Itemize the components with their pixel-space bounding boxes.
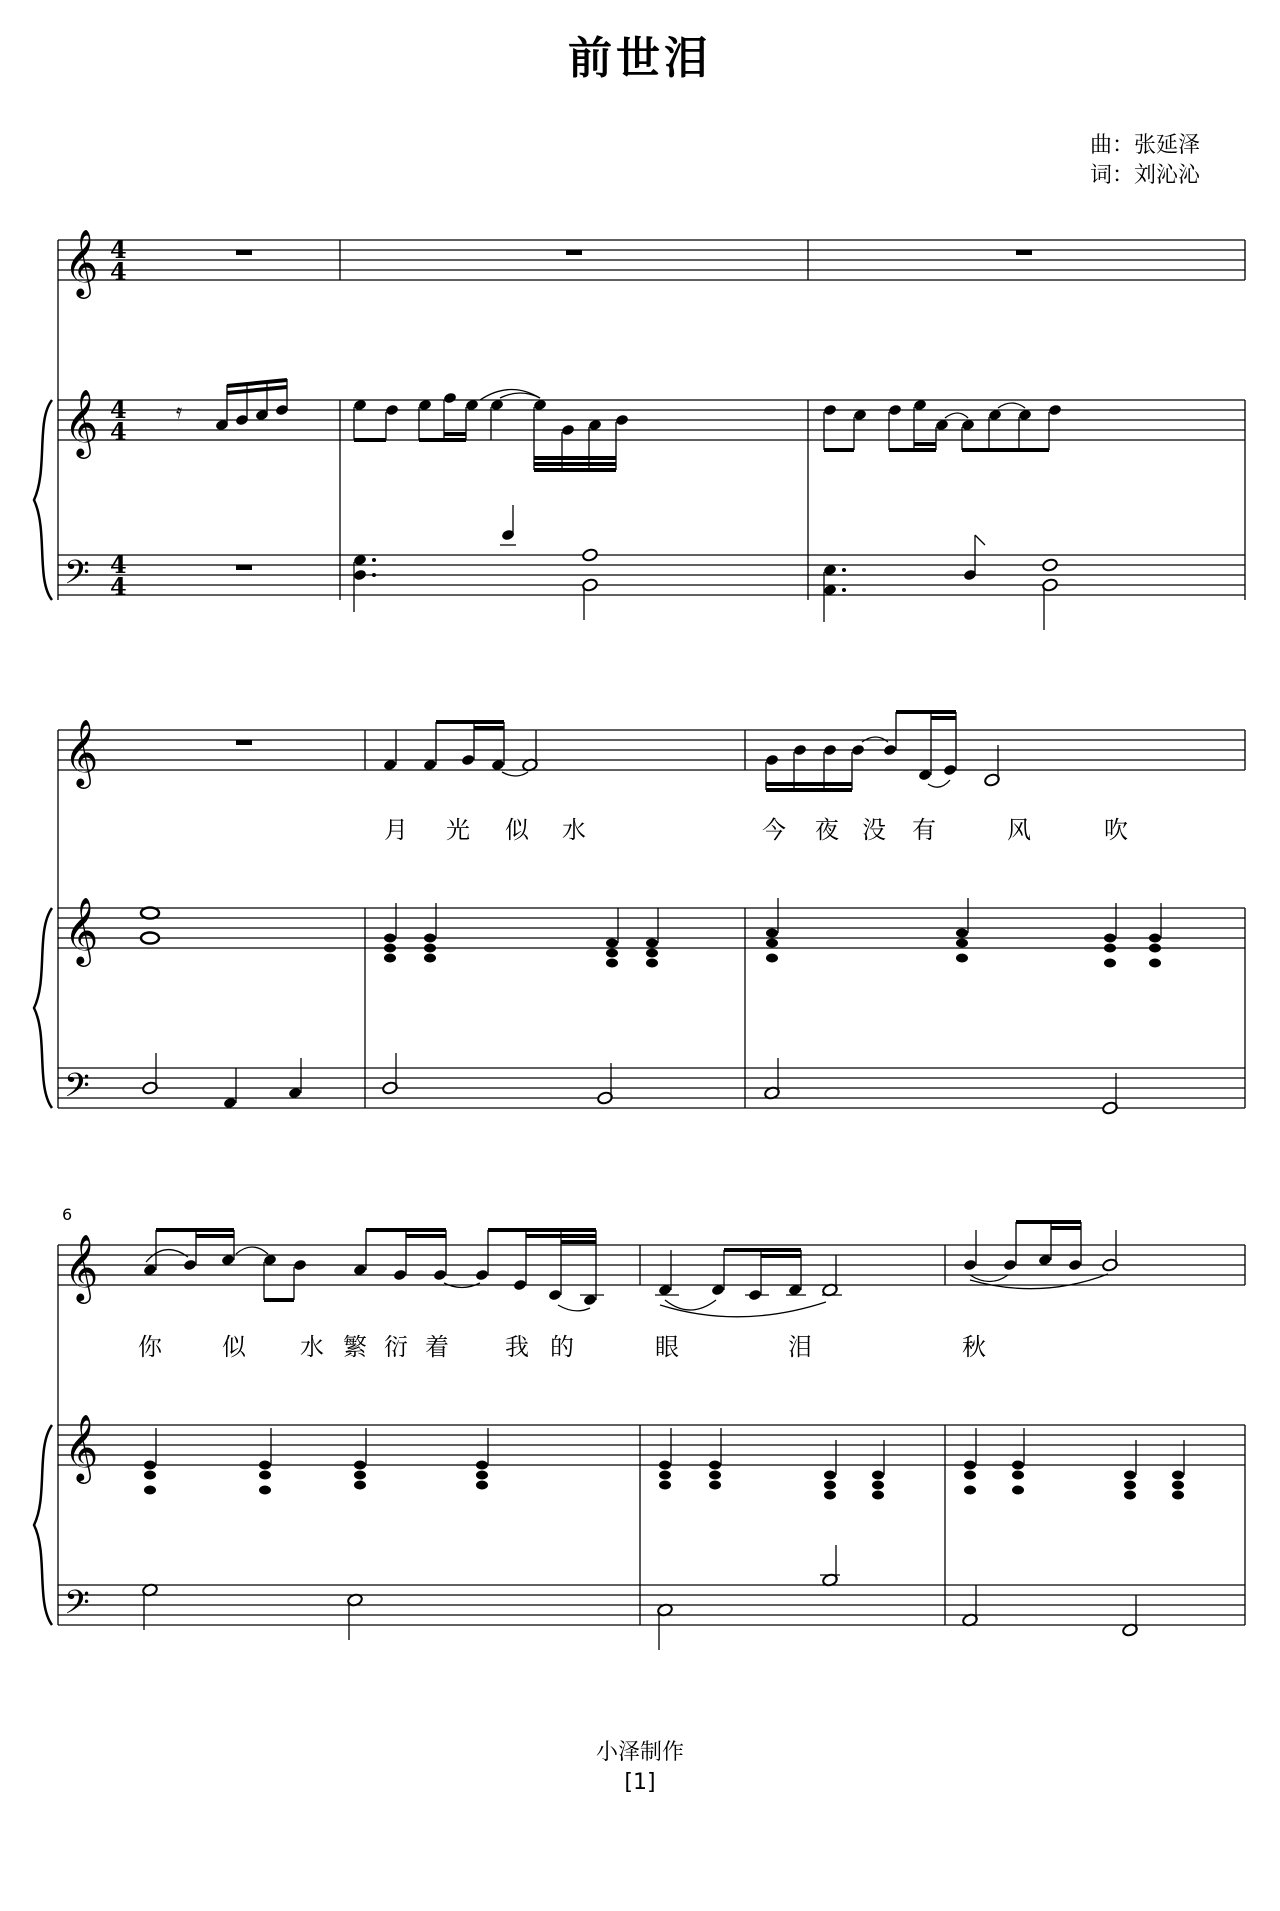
lyric-syllable: 泪	[788, 1333, 812, 1361]
system-1	[34, 228, 1245, 630]
whole-rest	[236, 740, 252, 745]
maker-credit: 小泽制作	[595, 1740, 684, 1765]
lyric-syllable: 我	[505, 1333, 529, 1361]
page-number: [1]	[624, 1770, 656, 1795]
treble-clef-icon: 𝄞	[64, 228, 99, 296]
time-sig-bottom: 4	[110, 572, 127, 601]
bass-notes-m3	[823, 535, 1058, 630]
lyric-syllable: 着	[425, 1333, 449, 1361]
lyric-syllable: 没	[862, 816, 886, 844]
piano-bass-staff-3	[58, 1585, 1245, 1625]
lyric-syllable: 衍	[384, 1333, 408, 1361]
bass-clef-icon: 𝄢	[64, 554, 90, 600]
system-3	[34, 1205, 1245, 1650]
lyric-syllable: 秋	[962, 1333, 986, 1361]
lyric-syllable: 吹	[1104, 816, 1128, 844]
page-title: 前世泪	[568, 33, 712, 84]
voice-staff-2	[58, 730, 1245, 1108]
lyricist-credit: 词：刘沁沁	[1090, 163, 1201, 188]
sixteenth-rest-icon: 𝄿	[176, 399, 183, 423]
voice-notes-m6	[765, 712, 1002, 790]
treble-clef-icon: 𝄞	[64, 718, 99, 786]
lyric-syllable: 似	[222, 1333, 246, 1361]
composer-credit: 曲：张延泽	[1090, 133, 1201, 158]
bass-notes-m2	[353, 505, 598, 620]
time-sig-top: 4	[110, 395, 127, 424]
lyric-syllable: 夜	[815, 816, 839, 844]
lyric-syllable: 繁	[343, 1333, 367, 1361]
bass-notes-system-2	[142, 1053, 1119, 1115]
time-sig-top: 4	[110, 235, 127, 264]
lyric-syllable: 今	[762, 816, 786, 844]
lyric-syllable: 风	[1007, 816, 1031, 844]
piano-notes-m3	[823, 399, 1062, 432]
lyrics-system-2	[384, 816, 1128, 844]
lyric-syllable: 有	[912, 816, 936, 844]
time-sig-bottom: 4	[110, 257, 127, 286]
piano-brace-icon	[34, 1425, 52, 1625]
lyric-syllable: 的	[550, 1333, 574, 1361]
lyric-syllable: 水	[300, 1333, 324, 1361]
lyric-syllable: 似	[505, 816, 529, 844]
time-sig-bottom: 4	[110, 417, 127, 446]
treble-clef-icon: 𝄞	[64, 896, 99, 964]
voice-notes-m8	[655, 1250, 842, 1317]
lyrics-system-3	[138, 1333, 986, 1361]
treble-clef-icon: 𝄞	[64, 388, 99, 456]
measure-number: 6	[62, 1205, 73, 1224]
piano-brace-icon	[34, 908, 52, 1108]
lyric-syllable: 光	[446, 816, 470, 844]
lyric-syllable: 你	[138, 1333, 162, 1361]
voice-notes-m7	[143, 1230, 604, 1311]
bass-clef-icon: 𝄢	[64, 1067, 90, 1113]
lyric-syllable: 水	[562, 816, 586, 844]
treble-clef-icon: 𝄞	[64, 1233, 99, 1301]
bass-clef-icon: 𝄢	[64, 1584, 90, 1630]
piano-bass-staff-1	[58, 555, 1245, 595]
lyric-syllable: 眼	[655, 1333, 679, 1361]
treble-clef-icon: 𝄞	[64, 1413, 99, 1481]
system-2	[34, 712, 1245, 1115]
piano-notes-m1	[176, 379, 289, 431]
piano-chords-system-3	[144, 1461, 1184, 1500]
time-sig-top: 4	[110, 550, 127, 579]
piano-brace-icon	[34, 400, 52, 600]
lyric-syllable: 月	[384, 816, 408, 844]
